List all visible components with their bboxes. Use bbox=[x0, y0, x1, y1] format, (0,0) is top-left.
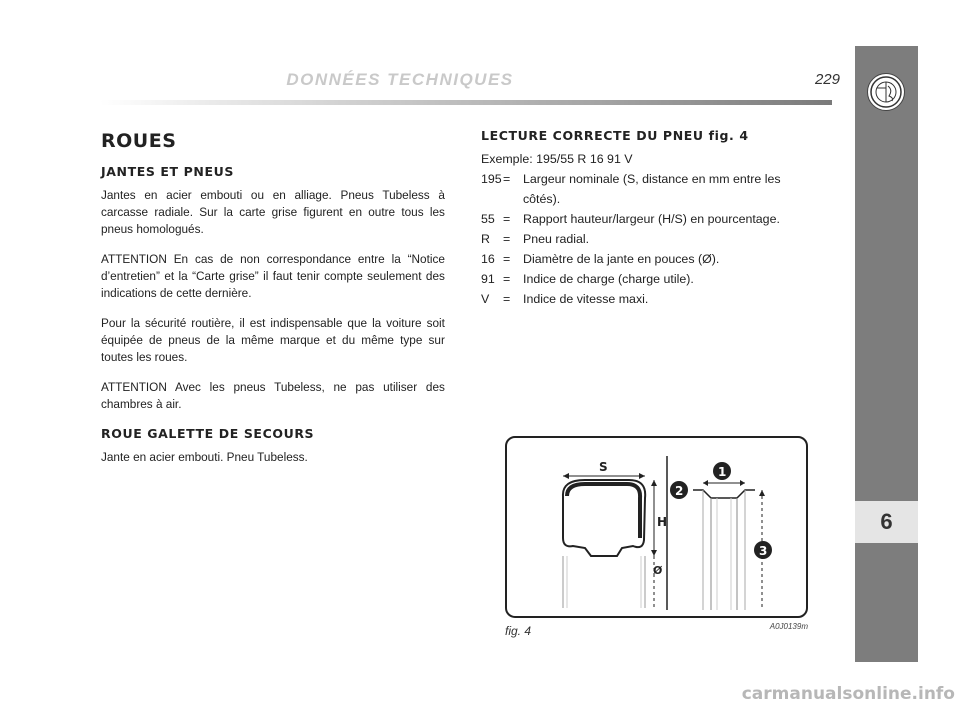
item-key: 195 bbox=[481, 172, 502, 186]
list-item bbox=[481, 289, 821, 309]
spare-wheel-title: ROUE GALETTE DE SECOURS bbox=[101, 426, 315, 441]
header-title: DONNÉES TECHNIQUES bbox=[286, 70, 514, 89]
paragraph: Pour la sécurité routière, il est indispensable que la voiture soit équipée de pneus de la même marque et du même type sur toutes les roues. bbox=[101, 316, 445, 364]
item-eq: = bbox=[503, 272, 511, 286]
item-key: 55 bbox=[481, 212, 495, 226]
list-item bbox=[481, 209, 821, 229]
chapter-number-tab[interactable]: 6 bbox=[855, 501, 918, 543]
item-desc: Indice de charge (charge utile). bbox=[523, 272, 694, 286]
spare-wheel-text: Jante en acier embouti. Pneu Tubeless. bbox=[101, 450, 308, 464]
subsection-title: JANTES ET PNEUS bbox=[101, 164, 234, 179]
figure-caption: fig. 4 bbox=[505, 624, 532, 638]
item-key: 91 bbox=[481, 272, 495, 286]
callout-1-label: 1 bbox=[718, 465, 727, 479]
left-column bbox=[101, 128, 463, 479]
right-column bbox=[481, 128, 821, 309]
item-eq: = bbox=[502, 172, 511, 186]
paragraph-warning: ATTENTION En cas de non correspondance entre la “Notice d’entretien” et la “Carte grise” il faut tenir compte seulement des indications de cette dernière. bbox=[101, 252, 445, 300]
paragraph-warning: ATTENTION Avec les pneus Tubeless, ne pas utiliser des chambres à air. bbox=[101, 380, 445, 411]
item-eq: = bbox=[503, 252, 511, 266]
figure-reference: A0J0139m bbox=[769, 622, 808, 631]
tyre-reading-title: LECTURE CORRECTE DU PNEU fig. 4 bbox=[481, 128, 749, 143]
item-desc: Indice de vitesse maxi. bbox=[523, 292, 649, 306]
tyre-cross-section bbox=[563, 480, 645, 556]
rim-profile bbox=[693, 490, 755, 498]
list-item bbox=[481, 269, 821, 289]
page-number: 229 bbox=[814, 71, 840, 88]
alfa-romeo-logo-icon bbox=[867, 73, 905, 111]
item-desc: Pneu radial. bbox=[523, 232, 590, 246]
list-item bbox=[481, 249, 821, 269]
header-rule bbox=[100, 100, 832, 105]
side-tab-band bbox=[855, 46, 918, 662]
list-item bbox=[481, 169, 821, 209]
watermark: carmanualsonline.info bbox=[741, 684, 955, 704]
item-key: R bbox=[481, 232, 490, 246]
tyre-example: Exemple: 195/55 R 16 91 V bbox=[481, 152, 633, 166]
callout-3-label: 3 bbox=[759, 544, 768, 558]
paragraph: Jantes en acier embouti ou en alliage. Pneus Tubeless à carcasse radiale. Sur la carte grise figurent en outre tous les pneus homologués. bbox=[101, 188, 445, 236]
item-key: 16 bbox=[481, 252, 495, 266]
section-title: ROUES bbox=[101, 130, 177, 152]
item-key: V bbox=[481, 292, 490, 306]
item-eq: = bbox=[503, 212, 511, 226]
item-desc: Rapport hauteur/largeur (H/S) en pourcentage. bbox=[523, 212, 780, 226]
item-eq: = bbox=[503, 232, 511, 246]
item-eq: = bbox=[503, 292, 511, 306]
label-s: S bbox=[599, 460, 608, 474]
label-h: H bbox=[657, 515, 668, 529]
list-item bbox=[481, 229, 821, 249]
callout-2-label: 2 bbox=[675, 484, 684, 498]
item-desc: Diamètre de la jante en pouces (Ø). bbox=[523, 252, 720, 266]
item-desc: Largeur nominale (S, distance en mm entre les côtés). bbox=[522, 172, 781, 206]
tyre-diagram bbox=[505, 436, 808, 618]
label-diameter: Ø bbox=[653, 564, 663, 577]
